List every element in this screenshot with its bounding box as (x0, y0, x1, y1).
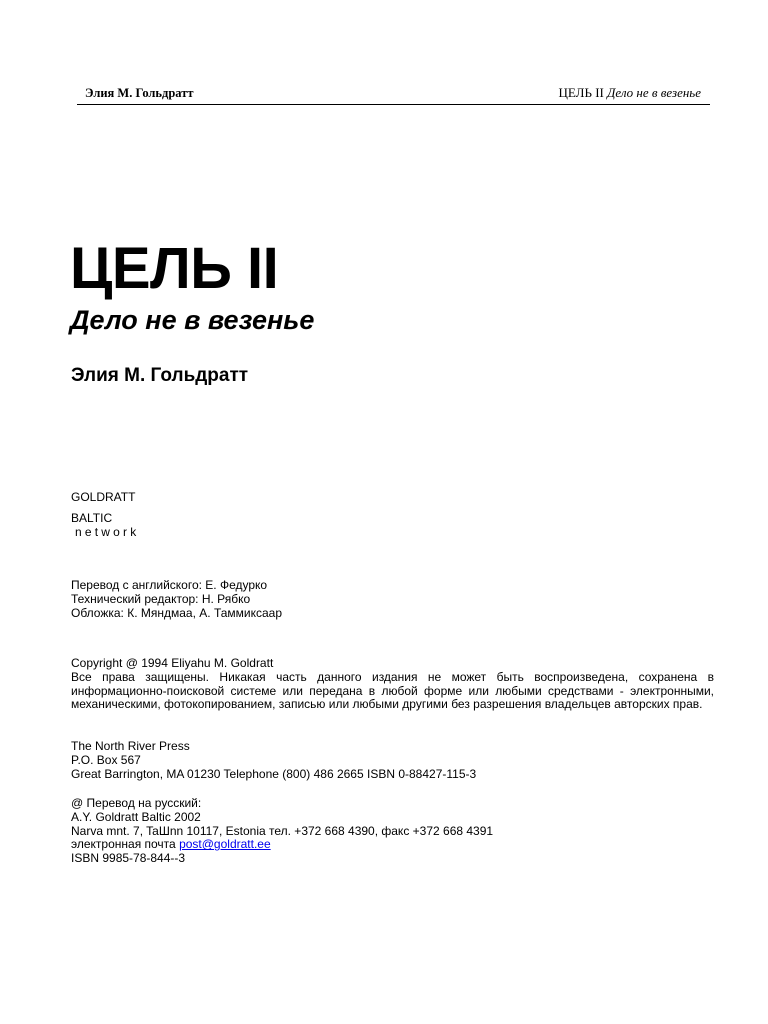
header-title: ЦЕЛЬ II (558, 85, 604, 100)
logo-line-network: network (75, 524, 140, 539)
translation-heading: @ Перевод на русский: (71, 796, 202, 810)
email-label: электронная почта (71, 837, 180, 852)
translation-isbn: ISBN 9985-78-844--3 (71, 851, 186, 866)
logo-line-baltic: BALTIC (71, 510, 113, 525)
publisher-po-box: P.O. Box 567 (71, 752, 141, 767)
credit-tech-editor: Технический редактор: Н. Рябко (71, 591, 251, 606)
book-subtitle: Дело не в везенье (70, 305, 315, 335)
publisher-name: The North River Press (71, 739, 190, 753)
copyright-line: Copyright @ 1994 Eliyahu M. Goldratt (71, 656, 274, 670)
rights-statement: Все права защищены. Никакая часть данного издания не может быть воспроизведена, сохранена в информационно-поисковой системе или передана в любой форме или любыми средствами - электронными, механическими, фотокопированием, записью или любыми другими без разрешения владельцев авторских прав. (71, 669, 714, 712)
email-link[interactable]: post@goldratt.ee (179, 837, 271, 852)
book-title: ЦЕЛЬ II (70, 236, 279, 301)
translation-publisher: A.Y. Goldratt Baltic 2002 (71, 809, 201, 824)
header-author: Элия М. Гольдратт (85, 86, 194, 100)
copyright-notice (71, 657, 714, 712)
publisher-logo-text (71, 491, 139, 539)
credit-cover: Обложка: К. Мяндмаа, А. Таммиксаар (71, 605, 283, 620)
publisher-address (71, 740, 476, 781)
book-author: Элия М. Гольдратт (71, 365, 249, 386)
translation-address: Narva mnt. 7, TaШnn 10117, Estonia тел. +372 668 4390, факс +372 668 4391 (71, 823, 494, 838)
header-subtitle: Дело не в везенье (607, 85, 701, 100)
logo-line-goldratt: GOLDRATT (71, 490, 136, 504)
translation-email-line (71, 838, 493, 852)
header-title-group (559, 85, 702, 101)
publisher-city-phone-isbn: Great Barrington, MA 01230 Telephone (800) 486 2665 ISBN 0-88427-115-3 (71, 766, 477, 781)
translation-info (71, 797, 493, 866)
credits (71, 579, 282, 620)
credit-translator: Перевод с английского: Е. Федурко (71, 578, 268, 592)
running-header (77, 84, 710, 105)
